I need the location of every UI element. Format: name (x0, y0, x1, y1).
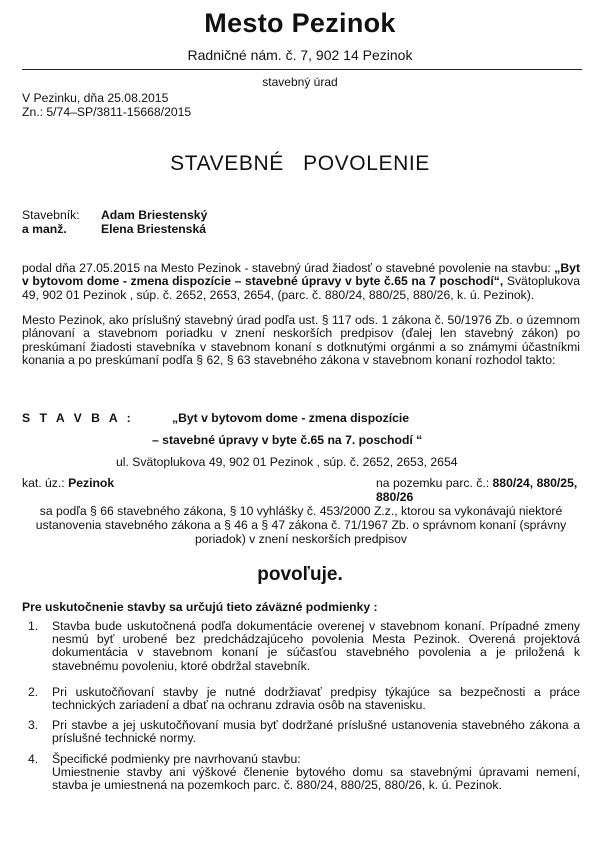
parcel-label: na pozemku parc. č.: (376, 476, 490, 490)
authority-paragraph: Mesto Pezinok, ako príslušný stavebný úrad podľa ust. § 117 ods. 1 zákona č. 50/1976 Zb. o územnom plánovaní a stavebnom poriadku v znení neskorších predpisov (ďalej len stavebný zákon) po preskúmaní žiadosti stavebníka v stavebnom konaní s dotknutými orgánmi a so známymi účastníkmi konania a po preskúmaní podľa § 62, § 63 stavebného zákona v stavebnom konaní rozhodol takto: (22, 313, 580, 368)
cadastral-label: kat. úz.: (22, 476, 65, 490)
condition-number: 1. (28, 619, 39, 633)
application-paragraph (22, 262, 580, 302)
condition-text: Pri stavbe a jej uskutočňovaní musia byť dodržané príslušné ustanovenia stavebného zákona a príslušné technické normy. (52, 718, 580, 746)
condition-item (22, 719, 580, 745)
municipality-title: Mesto Pezinok (204, 8, 396, 38)
builder-label: Stavebník: (22, 208, 80, 222)
project-location: Svätoplukova 49, 902 01 Pezinok , súp. č. 2652, 2653, 2654, (parc. č. 880/24, 880/25, 880/26, k. ú. Pezinok). (22, 274, 580, 302)
application-intro: podal dňa 27.05.2015 na Mesto Pezinok - stavebný úrad žiadosť o stavebné povolenie na stavbu: (22, 261, 551, 275)
reference-number: Zn.: 5/74–SP/3811-15668/2015 (22, 105, 192, 119)
condition-text: Pri uskutočňovaní stavby je nutné dodržiavať predpisy týkajúce sa bezpečnosti a práce technických zariadení a dbať na ochranu zdravia osôb na stavenisku. (52, 685, 580, 713)
condition-number: 3. (28, 718, 39, 732)
condition-text: Stavba bude uskutočnená podľa dokumentácie overenej v stavebnom konaní. Prípadné zmeny nesmú byť urobené bez predchádzajúceho povolenia Mesta Pezinok. Overená projektová dokumentácia v stavebnom konaní je súčasťou stavebného povolenia a je priložená k stavebnému povoleniu, ktoré obdržal stavebník. (52, 619, 580, 673)
header-divider (22, 69, 582, 70)
cadastral-area (22, 476, 114, 490)
spouse-name: Elena Briestenská (101, 222, 207, 236)
spouse-label: a manž. (22, 222, 67, 236)
stavba-label: S T A V B A : (22, 411, 134, 425)
condition-item (22, 753, 580, 793)
condition-body: Umiestnenie stavby ani výškové členenie bytového domu sa stavebnými úpravami nemení, stavba je umiestnená na pozemkoch parc. č. 880/24, 880/25, 880/26, k. ú. Pezinok. (52, 765, 580, 793)
condition-item (22, 686, 580, 712)
document-title: STAVEBNÉ POVOLENIE (170, 152, 430, 175)
stavba-line-1: „Byt v bytovom dome - zmena dispozície (172, 411, 410, 425)
condition-text (52, 753, 580, 793)
builder-name: Adam Briestenský (101, 208, 208, 222)
stavba-address: ul. Svätoplukova 49, 902 01 Pezinok , súp. č. 2652, 2653, 2654 (116, 455, 458, 469)
project-name: „Byt v bytovom dome - zmena dispozície – stavebné úpravy v byte č.65 na 7 poschodí“, (22, 261, 580, 289)
stavba-line-2: – stavebné úpravy v byte č.65 na 7. poschodí “ (152, 433, 423, 447)
parcel-value: 880/24, 880/25, 880/26 (376, 476, 578, 504)
condition-subheading: Špecifické podmienky pre navrhovanú stavbu: (52, 752, 301, 766)
place-date: V Pezinku, dňa 25.08.2015 (22, 91, 169, 105)
legal-basis: sa podľa § 66 stavebného zákona, § 10 vyhlášky č. 453/2000 Z.z., ktorou sa vykonávajú niektoré ustanovenia stavebného zákona a § 46 a § 47 zákona č. 71/1967 Zb. o správnom konaní (správny poriadok) v znení neskorších predpisov (35, 504, 567, 546)
condition-number: 2. (28, 685, 39, 699)
decision-word: povoľuje. (257, 564, 343, 585)
condition-number: 4. (28, 752, 39, 766)
municipality-address: Radničné nám. č. 7, 902 14 Pezinok (187, 47, 413, 63)
condition-item (22, 620, 580, 673)
conditions-heading: Pre uskutočnenie stavby sa určujú tieto záväzné podmienky : (22, 600, 378, 614)
builder-block (22, 208, 207, 236)
parcel-numbers (376, 476, 600, 504)
office-name: stavebný úrad (262, 75, 338, 89)
date-and-reference (22, 91, 191, 119)
cadastral-value: Pezinok (68, 476, 115, 490)
